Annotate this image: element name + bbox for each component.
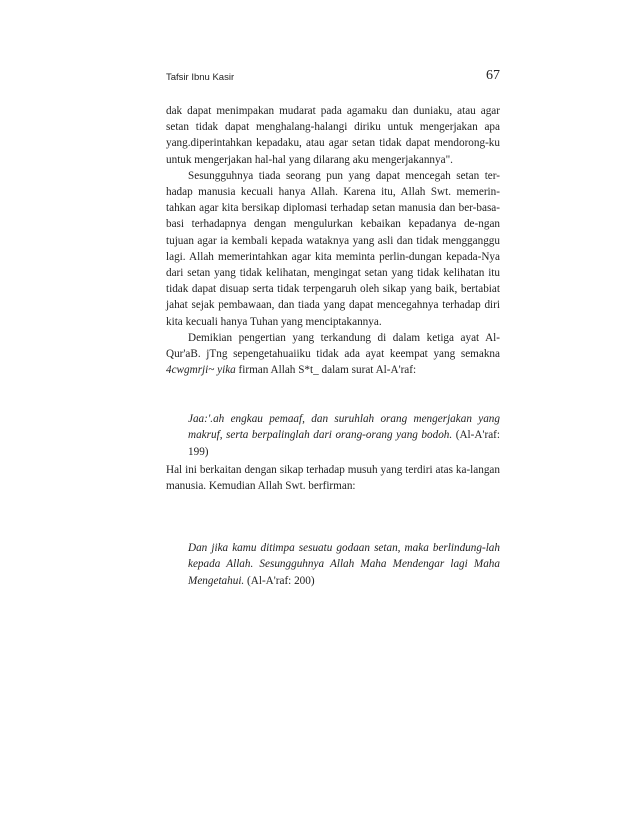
quote-200-text: Dan jika kamu ditimpa sesuatu godaan setan, maka berlindung-lah kepada Allah. Sesungguhnya Allah Maha Mendengar lagi Maha Mengetahui. — [188, 542, 500, 587]
paragraph-setan: Sesungguhnya tiada seorang pun yang dapat mencegah setan ter-hadap manusia kecuali hanya Allah. Karena itu, Allah Swt. memerin-tahkan agar kita bersikap diplomasi terhadap setan manusia dan ber-basa-basi terhadapnya dengan mengulurkan kebaikan kepadanya de-ngan tujuan agar ia kembali kepada wataknya yang asli dan tidak mengganggu lagi. Allah memerintahkan agar kita meminta perlin-dungan kepada-Nya dari setan yang tidak kelihatan, mengingat setan yang tidak kelihatan itu tidak dapat disuap serta tidak terpengaruh oleh sikap yang baik, bertabiat jahat sejak pembawaan, dan tiada yang dapat mencegahnya terhadap diri kita kecuali hanya Tuhan yang menciptakannya. — [166, 169, 500, 328]
paragraph-musuh-text: Hal ini berkaitan dengan sikap terhadap musuh yang terdiri atas ka-langan manusia. Kemudian Allah Swt. berfirman: — [166, 464, 500, 493]
paragraph-demikian-text: Demikian pengertian yang terkandung di dalam ketiga ayat Al-Qur'aB. jTng sepengetahuaiiku tidak ada ayat keempat yang semakna — [166, 331, 500, 361]
main-text-block — [166, 103, 500, 378]
paragraph-demikian — [166, 330, 500, 379]
paragraph-musuh — [166, 462, 500, 494]
paragraph-continuation: dak dapat menimpakan mudarat pada agamaku dan duniaku, atau agar setan tidak dapat menghalang-halangi diriku untuk mengerjakan apa yang.diperintahkan kepadaku, atau agar setan tidak dapat mendorong-ku untuk mengerjakan hal-hal yang dilarang aku mengerjakannya". — [166, 105, 500, 166]
quote-199-ref: (Al-A'raf: 199) — [188, 429, 500, 458]
running-title: Tafsir Ibnu Kasir — [166, 72, 235, 83]
quote-199-text: Jaa:'.ah engkau pemaaf, dan suruhlah orang mengerjakan yang makruf, serta berpalinglah dari orang-orang yang bodoh. — [188, 413, 500, 442]
quote-200-ref: (Al-A'raf: 200) — [247, 574, 315, 587]
quote-al-araf-200 — [188, 540, 500, 589]
page-number: 67 — [486, 68, 500, 83]
paragraph-demikian-italic: 4cwgmrji~ yika — [166, 364, 236, 377]
paragraph-demikian-end: firman Allah S*t_ dalam surat Al-A'raf: — [238, 364, 417, 377]
quote-al-araf-199 — [188, 411, 500, 460]
